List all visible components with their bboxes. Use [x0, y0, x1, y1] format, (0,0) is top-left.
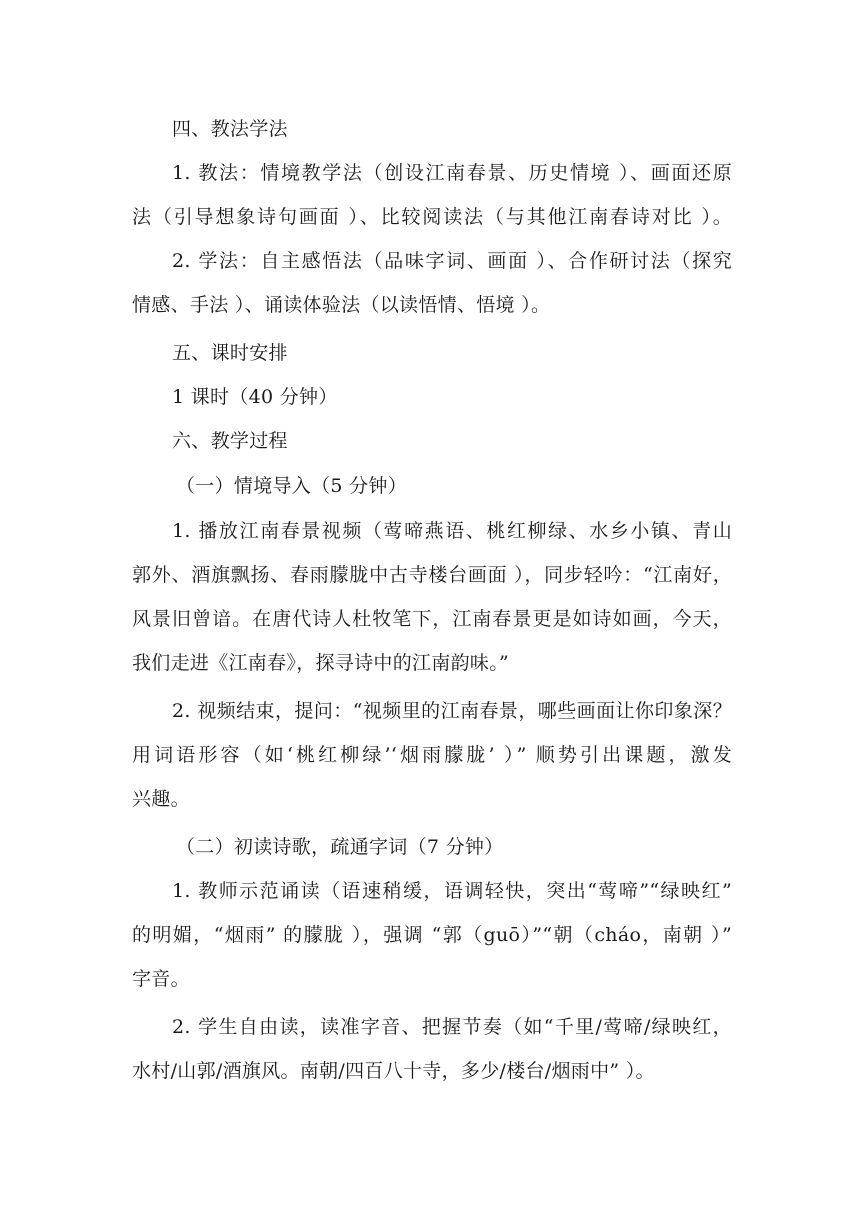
part2-item2-line1: 2. 学生自由读，读准字音、把握节奏（如“千里/莺啼/绿映红，	[172, 1016, 732, 1038]
part1-item2-line3: 兴趣。	[132, 788, 190, 810]
part1-item2-line2: 用词语形容（如‘桃红柳绿’‘烟雨朦胧’ ）” 顺势引出课题，激发	[132, 744, 732, 766]
part2-item1-line2: 的明媚，“烟雨” 的朦胧 ），强调 “郭（guō）”“朝（cháo，南朝 ）”	[132, 924, 732, 946]
part1-item1-line4: 我们走进《江南春》，探寻诗中的江南韵味。”	[132, 652, 510, 674]
part1-heading: （一）情境导入（5 分钟）	[176, 475, 408, 497]
section4-item2-line1: 2. 学法：自主感悟法（品味字词、画面 ）、合作研讨法（探究	[172, 250, 732, 272]
part1-item1-line2: 郭外、酒旗飘扬、春雨朦胧中古寺楼台画面 ），同步轻吟：“江南好，	[132, 564, 732, 586]
section4-item2-line2: 情感、手法 ）、诵读体验法（以读悟情、悟境 ）。	[132, 294, 551, 316]
part2-item2-line2: 水村/山郭/酒旗风。南朝/四百八十寺，多少/楼台/烟雨中” ）。	[132, 1060, 655, 1082]
part2-heading: （二）初读诗歌，疏通字词（7 分钟）	[176, 836, 504, 858]
section4-item1-line2: 法（引导想象诗句画面 ）、比较阅读法（与其他江南春诗对比 ）。	[132, 206, 732, 228]
part2-item1-line1: 1. 教师示范诵读（语速稍缓，语调轻快，突出“莺啼”“绿映红”	[172, 880, 732, 902]
section5-heading: 五、课时安排	[172, 342, 288, 364]
section4-heading: 四、教法学法	[172, 118, 288, 140]
part1-item1-line3: 风景旧曾谙。在唐代诗人杜牧笔下，江南春景更是如诗如画，今天，	[132, 608, 732, 630]
section5-content: 1 课时（40 分钟）	[172, 386, 338, 408]
part2-item1-line3: 字音。	[132, 968, 190, 990]
section4-item1-line1: 1. 教法：情境教学法（创设江南春景、历史情境 ）、画面还原	[172, 162, 732, 184]
part1-item2-line1: 2. 视频结束，提问：“视频里的江南春景，哪些画面让你印象深？	[172, 700, 732, 722]
part1-item1-line1: 1. 播放江南春景视频（莺啼燕语、桃红柳绿、水乡小镇、青山	[172, 520, 732, 542]
section6-heading: 六、教学过程	[172, 430, 288, 452]
